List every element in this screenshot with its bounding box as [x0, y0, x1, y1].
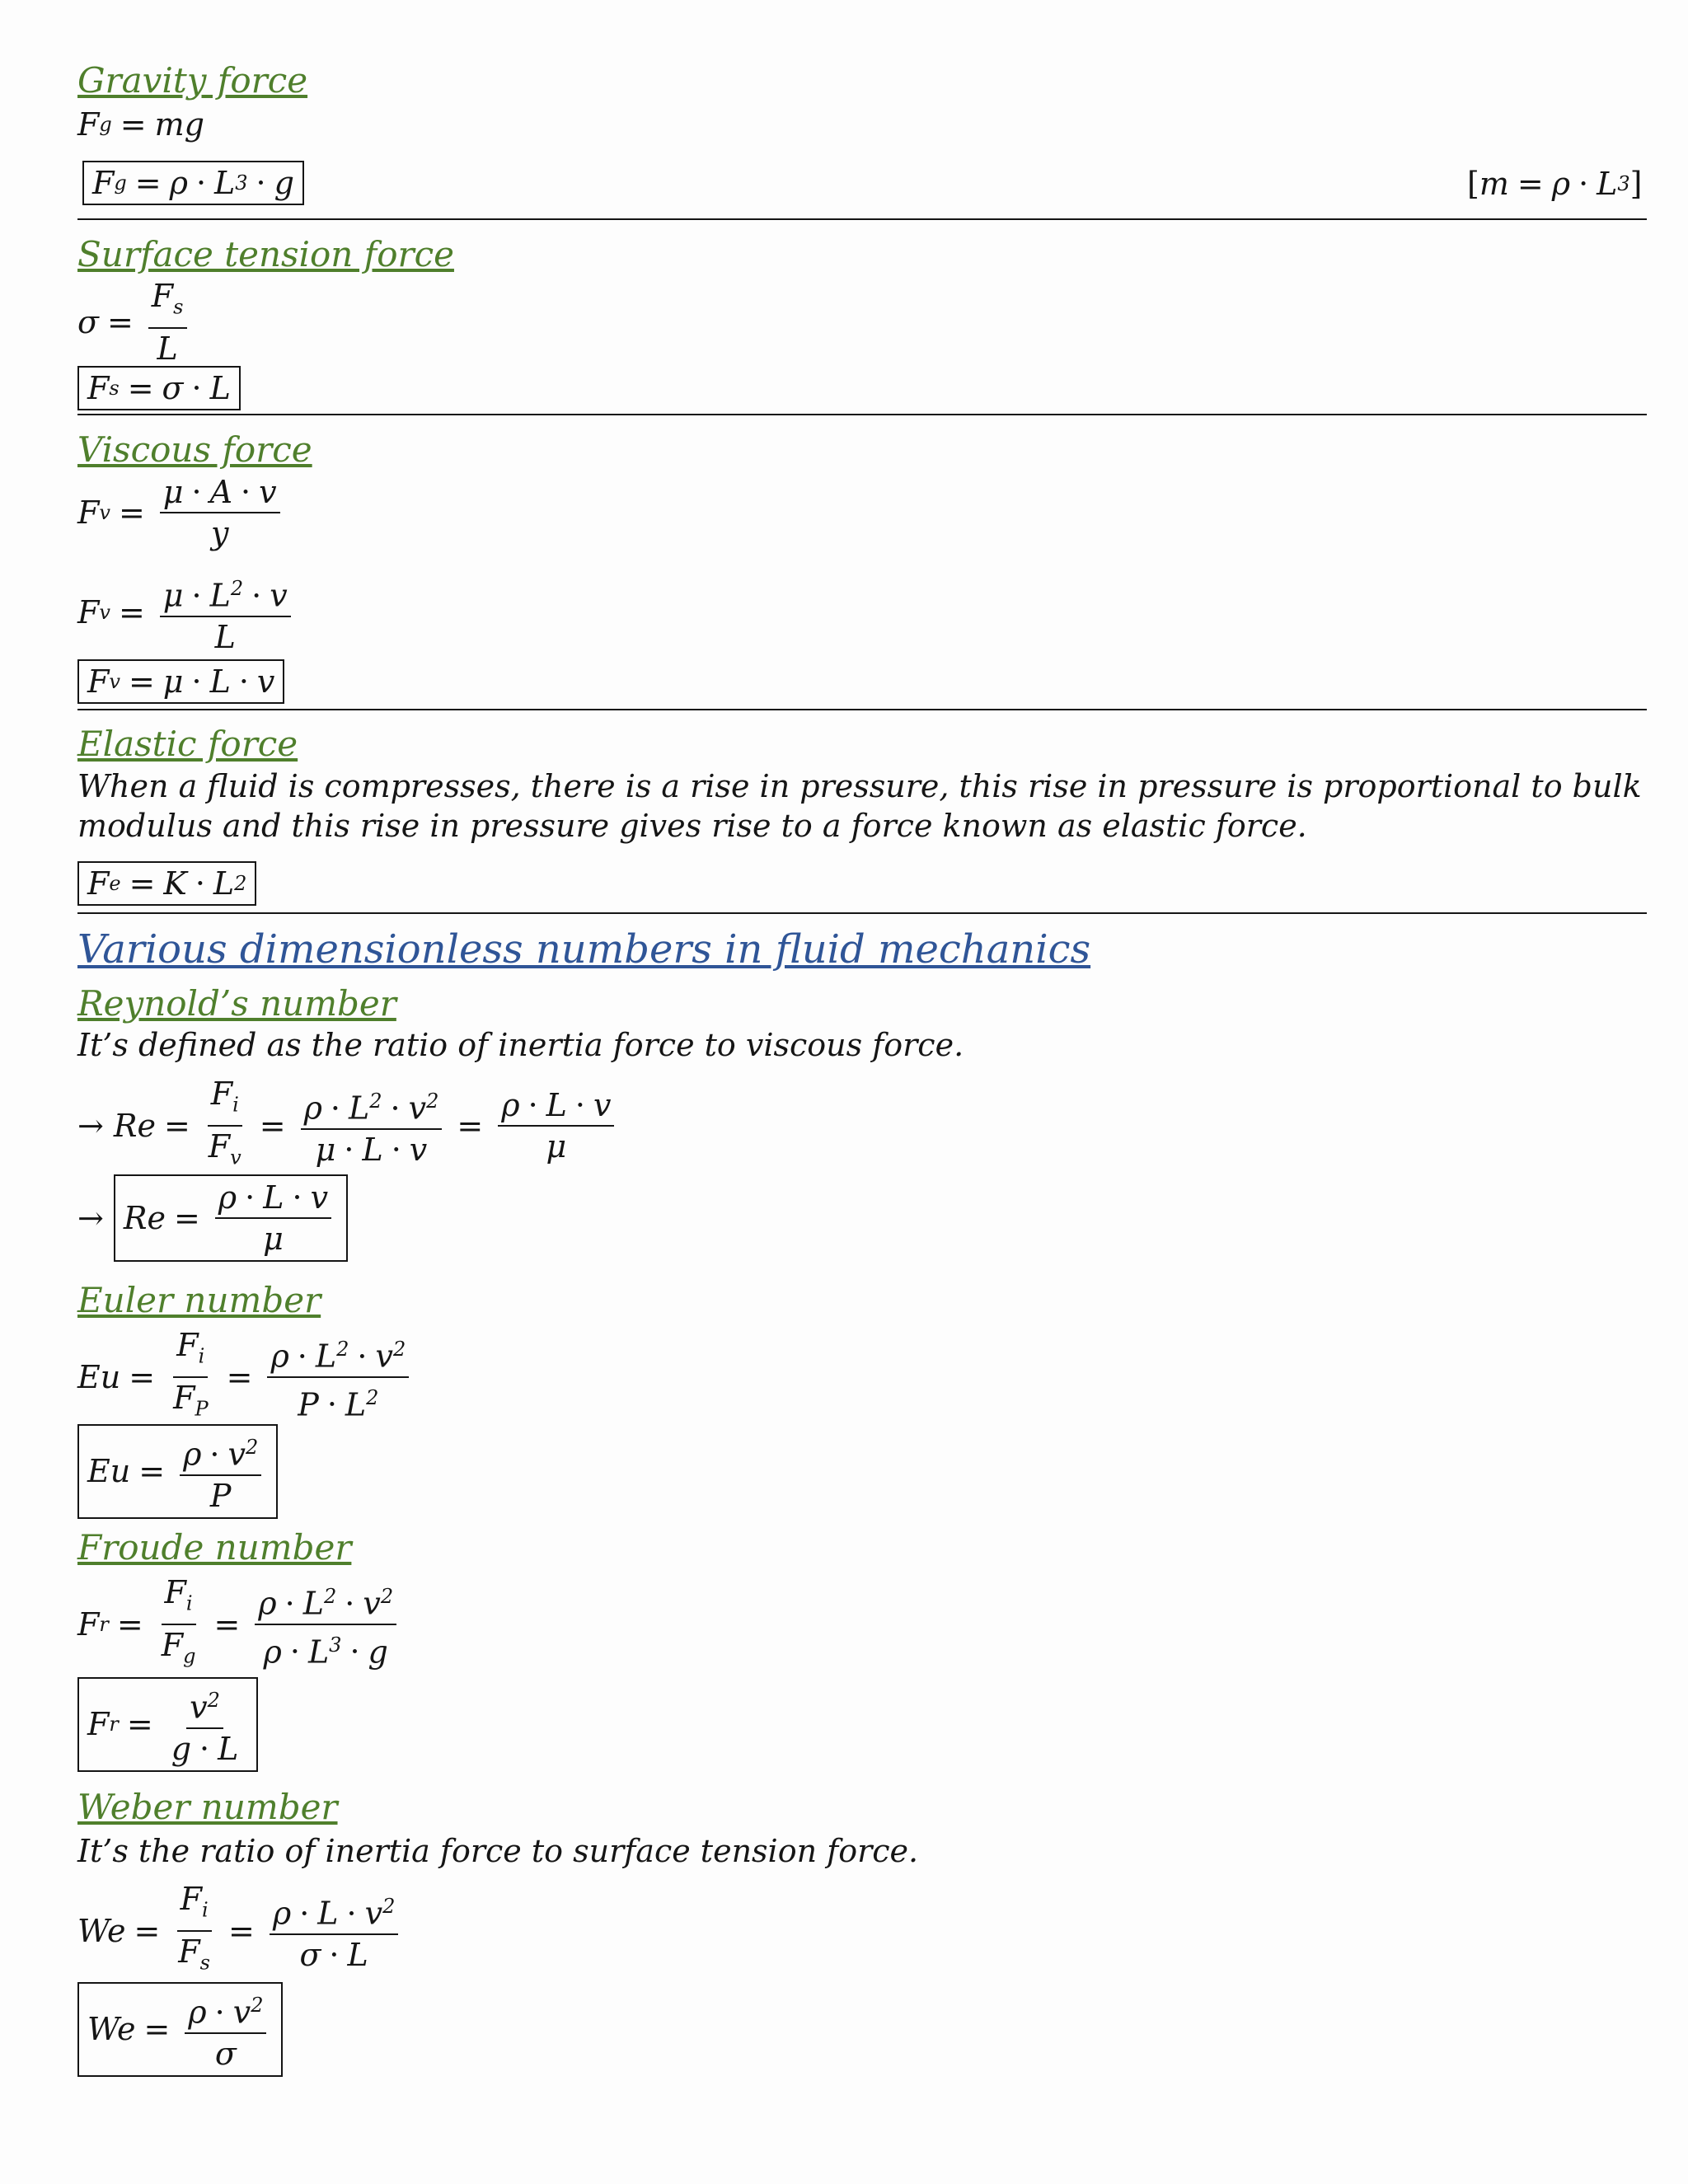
equation-weber-boxed: We = $\frac{\rho \cdot v^2}{\sigma}$ — [77, 1982, 283, 2077]
equation-reynolds-boxed: → Re = $\frac{\rho \cdot L \cdot v}{\mu}$ — [77, 1174, 348, 1262]
heading-gravity-force: Gravity force — [77, 60, 308, 101]
heading-dimensionless-numbers: Various dimensionless numbers in fluid mechanics — [77, 926, 1091, 972]
equation-surface-boxed: F s = σ · L — [77, 366, 241, 410]
arrow-symbol: → — [77, 1107, 104, 1144]
equation-reynolds-1: → Re = $\frac{F_i}{F_v}$ = $\frac{\rho \cdot L^2 \cdot v^2}{\mu \cdot L \cdot v}$ = $\frac{\rho \cdot L \cdot v}{\mu}$ — [77, 1074, 621, 1177]
section-divider — [77, 414, 1647, 415]
equation-euler-boxed: Eu = $\frac{\rho \cdot v^2}{P}$ — [77, 1424, 278, 1519]
equation-viscous-2: F v = $\frac{\mu \cdot L^2 \cdot v}{L}$ — [77, 569, 298, 657]
equation-froude-boxed: F r = $\frac{v^2}{g \cdot L}$ — [77, 1677, 258, 1772]
equation-froude-1: F r = $\frac{F_i}{F_g}$ = $\frac{\rho \cdot L^2 \cdot v^2}{\rho \cdot L^3 \cdot g}$ — [77, 1572, 403, 1675]
heading-reynolds-number: Reynold’s number — [77, 983, 396, 1024]
elastic-force-paragraph: When a fluid is compresses, there is a rise in pressure, this rise in pressure is proportional to bulk modulus and this rise in pressure gives rise to a force known as elastic force. — [77, 768, 1642, 844]
reynolds-definition: It’s defined as the ratio of inertia force to viscous force. — [77, 1027, 964, 1063]
heading-weber-number: Weber number — [77, 1787, 338, 1827]
equation-surface-1: σ = $\frac{F_s}{L}$ — [77, 276, 194, 368]
section-divider — [77, 218, 1647, 220]
heading-surface-tension-force: Surface tension force — [77, 234, 454, 274]
equation-elastic-boxed: F e = K · L 2 — [77, 861, 256, 906]
equation-gravity-1: F g = mg — [77, 106, 204, 143]
arrow-symbol: → — [77, 1200, 104, 1236]
equation-mass-note: [ m = ρ · L 3 ] — [1467, 166, 1643, 202]
equation-viscous-boxed: F v = μ · L · v — [77, 659, 284, 704]
heading-elastic-force: Elastic force — [77, 724, 298, 764]
equation-euler-1: Eu = $\frac{F_i}{F_P}$ = $\frac{\rho \cdot L^2 \cdot v^2}{P \cdot L^2}$ — [77, 1325, 415, 1428]
equation-gravity-boxed: F g = ρ · L 3 · g — [82, 161, 304, 205]
equation-viscous-1: F v = $\frac{\mu \cdot A \cdot v}{y}$ — [77, 472, 287, 553]
heading-viscous-force: Viscous force — [77, 429, 312, 470]
heading-euler-number: Euler number — [77, 1280, 321, 1320]
heading-froude-number: Froude number — [77, 1527, 352, 1568]
section-divider — [77, 912, 1647, 914]
equation-weber-1: We = $\frac{F_i}{F_s}$ = $\frac{\rho \cdot L \cdot v^2}{\sigma \cdot L}$ — [77, 1879, 405, 1982]
section-divider — [77, 709, 1647, 710]
weber-definition: It’s the ratio of inertia force to surface tension force. — [77, 1833, 919, 1869]
